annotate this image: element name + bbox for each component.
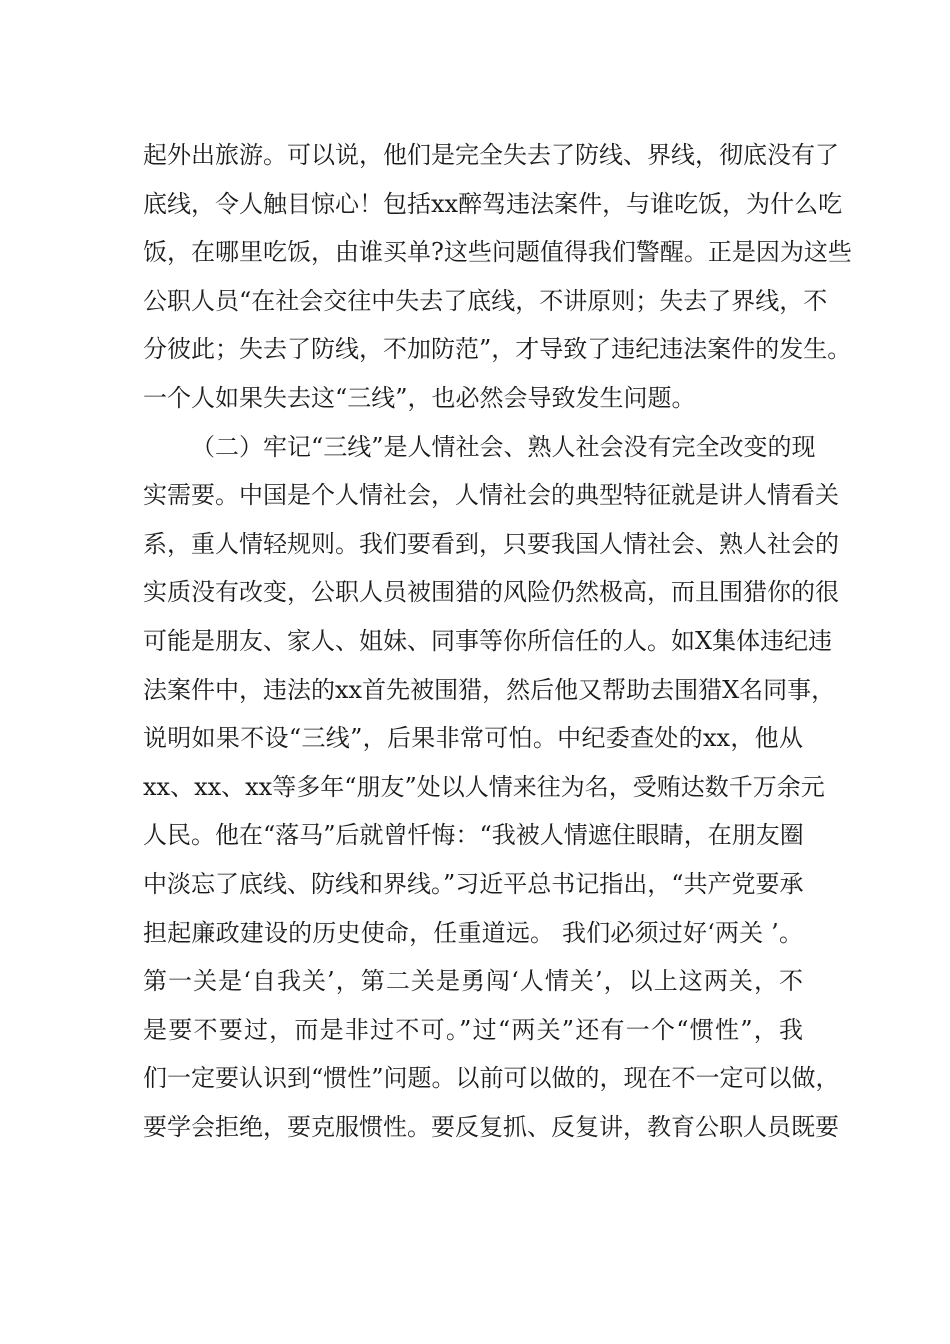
text-line-11: 可能是朋友、家人、姐妹、同事等你所信任的人。如X集体违纪违 bbox=[143, 626, 833, 655]
text-line-4: 公职人员“在社会交往中失去了底线，不讲原则；失去了界线，不 bbox=[143, 286, 828, 315]
text-line-10: 实质没有改变，公职人员被围猎的风险仍然极高，而且围猎你的很 bbox=[143, 578, 839, 607]
text-line-9: 系，重人情轻规则。我们要看到，只要我国人情社会、熟人社会的 bbox=[143, 529, 839, 558]
text-line-15: 人民。他在“落马”后就曾忏悔：“我被人情遮住眼睛，在朋友圈 bbox=[143, 821, 804, 850]
text-line-17: 担起廉政建设的历史使命，任重道远。 我们必须过好‘两关 ’。 bbox=[143, 918, 803, 947]
body-text bbox=[143, 131, 852, 1151]
text-line-3: 饭，在哪里吃饭，由谁买单?这些问题值得我们警醒。正是因为这些 bbox=[143, 238, 852, 267]
text-line-6: 一个人如果失去这“三线”，也必然会导致发生问题。 bbox=[143, 383, 696, 412]
text-line-14: xx、xx、xx等多年“朋友”处以人情来往为名，受贿达数千万余元 bbox=[143, 772, 825, 801]
text-line-1: 起外出旅游。可以说，他们是完全失去了防线、界线，彻底没有了 bbox=[143, 141, 839, 169]
text-line-2: 底线，令人触目惊心！包括xx醉驾违法案件，与谁吃饭，为什么吃 bbox=[143, 189, 843, 218]
text-line-20: 们一定要认识到“惯性”问题。以前可以做的，现在不一定可以做， bbox=[143, 1064, 840, 1093]
text-line-19: 是要不要过，而是非过不可。”过“两关”还有一个“惯性”，我 bbox=[143, 1015, 803, 1044]
text-line-16: 中淡忘了底线、防线和界线。”习近平总书记指出，“共产党要承 bbox=[143, 869, 804, 898]
text-line-8: 实需要。中国是个人情社会，人情社会的典型特征就是讲人情看关 bbox=[143, 481, 839, 510]
text-line-21: 要学会拒绝，要克服惯性。要反复抓、反复讲，教育公职人员既要 bbox=[143, 1112, 839, 1141]
section-heading-line: （二）牢记“三线”是人情社会、熟人社会没有完全改变的现 bbox=[191, 432, 816, 461]
text-line-12: 法案件中，违法的xx首先被围猎，然后他又帮助去围猎X名同事， bbox=[143, 675, 836, 704]
text-line-13: 说明如果不设“三线”，后果非常可怕。中纪委查处的xx，他从 bbox=[143, 724, 803, 753]
text-line-5: 分彼此；失去了防线，不加防范”，才导致了违纪违法案件的发生。 bbox=[143, 335, 852, 364]
text-line-18: 第一关是‘自我关’，第二关是勇闯‘人情关’，以上这两关，不 bbox=[143, 967, 803, 996]
